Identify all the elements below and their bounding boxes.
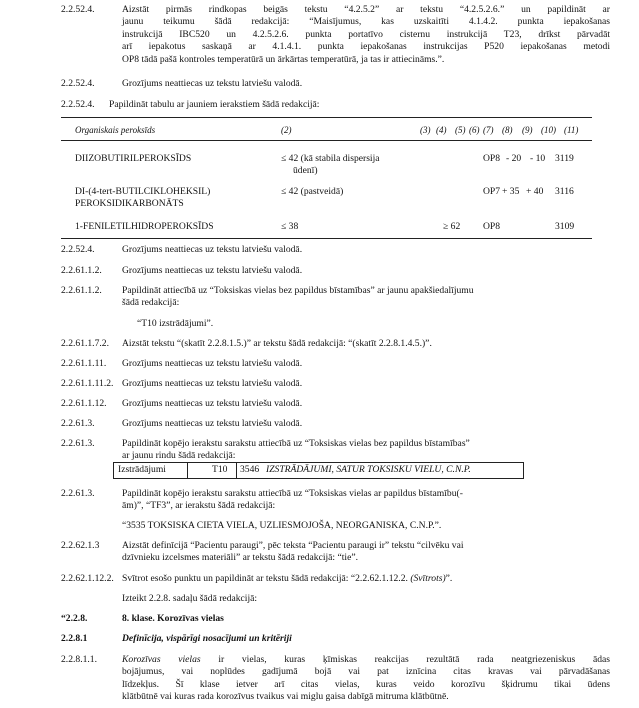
table-cell: OP7 <box>483 186 501 197</box>
section-number: “2.2.8. <box>61 613 88 624</box>
table-cell-name: DI-(4-tert-BUTILCIKLOHEKSIL) <box>75 186 211 197</box>
entry-text: Grozījums neattiecas uz tekstu latviešu valodā. <box>122 378 303 389</box>
box-cell: T10 <box>212 464 228 475</box>
entry-text: dzīvnieku izcelsmes materiāli” ar tekstu šādā redakcijā: “tie”. <box>122 552 359 563</box>
table-top-rule <box>61 117 592 118</box>
entry-number: 2.2.61.1.2. <box>61 285 102 296</box>
entry-number: 2.2.8.1.1. <box>61 654 97 665</box>
entry-number: 2.2.52.4. <box>61 4 95 15</box>
entry-text: Aizstāt definīcijā “Pacientu paraugi”, pēc teksta “Pacientu paraugi ir” tekstu “cilvēku vai <box>122 540 464 551</box>
entry-text: Izteikt 2.2.8. sadaļu šādā redakcijā: <box>122 593 258 604</box>
box-divider <box>187 462 188 479</box>
entry-text: Papildināt kopējo ierakstu sarakstu attiecībā uz “Toksiskas vielas bez papildus bīstamības” <box>122 438 470 449</box>
entry-text: Svītrot esošo punktu un papildināt ar tekstu šādā redakcijā: “2.2.62.1.12.2. (Svītrots)”. <box>122 573 453 584</box>
table-header: (5) <box>455 125 466 135</box>
entry-text: šādā redakcijā: <box>122 297 180 308</box>
entry-number: 2.2.61.1.12. <box>61 398 107 409</box>
entry-text: Grozījums neattiecas uz tekstu latviešu valodā. <box>122 418 303 429</box>
entry-number: 2.2.61.3. <box>61 438 95 449</box>
table-cell: 3116 <box>555 186 574 197</box>
entry-number: 2.2.62.1.3 <box>61 540 100 551</box>
section-title: 8. klase. Korozīvas vielas <box>122 613 224 624</box>
entry-text: Grozījums neattiecas uz tekstu latviešu valodā. <box>122 265 303 276</box>
entry-text: Papildināt attiecībā uz “Toksiskas vielas bez papildus bīstamības” ar jaunu apakšiedalījumu <box>122 285 474 296</box>
entry-number: 2.2.61.1.2. <box>61 265 102 276</box>
table-bottom-rule <box>61 238 592 239</box>
entry-number: 2.2.61.1.7.2. <box>61 338 109 349</box>
entry-number: 2.2.61.3. <box>61 418 95 429</box>
box-divider <box>236 462 237 479</box>
entry-number: 2.2.52.4. <box>61 99 95 110</box>
table-cell: + 40 <box>526 186 544 197</box>
definition-text: Korozīvas vielas ir vielas, kuras ķīmiskas reakcijas rezultātā rada neatgriezeniskus ādas bojājumus, vai noplūdes gadījumā bojā vai pat iznīcina citas kravas vai pārvadāšanas līdzekļus. Šī klase ietver arī citas vielas, kuras veido korozīvu šķidrumu tikai ūdens klātbūtnē vai kuras rada korozīvus tvaikus vai miglu gaisa dabīgā mitruma klātbūtnē. <box>122 654 610 703</box>
entry-text: Papildināt kopējo ierakstu sarakstu attiecībā uz “Toksiskas vielas ar papildus bīstamību(- <box>122 488 463 499</box>
table-cell: OP8 <box>483 221 501 232</box>
table-cell: 3119 <box>555 153 574 164</box>
entry-number: 2.2.52.4. <box>61 78 95 89</box>
table-header: (4) <box>436 125 447 135</box>
entry-number: 2.2.62.1.12.2. <box>61 573 114 584</box>
entry-text: Grozījums neattiecas uz tekstu latviešu valodā. <box>122 398 303 409</box>
table-header: (7) <box>483 125 494 135</box>
table-header: (8) <box>502 125 513 135</box>
table-cell-name: PEROKSIDIKARBONĀTS <box>75 198 184 209</box>
entry-text: Grozījums neattiecas uz tekstu latviešu valodā. <box>122 244 303 255</box>
entry-text: “3535 TOKSISKA CIETA VIELA, UZLIESMOJOŠA, NEORGANISKA, C.N.P.”. <box>122 520 442 531</box>
entry-text: Aizstāt tekstu “(skatīt 2.2.8.1.5.)” ar tekstu šādā redakcijā: “(skatīt 2.2.8.1.4.5.)”. <box>122 338 432 349</box>
table-cell: ≤ 42 (kā stabila dispersija <box>281 153 380 164</box>
entry-number: 2.2.61.3. <box>61 488 95 499</box>
entry-text: Grozījums neattiecas uz tekstu latviešu valodā. <box>122 78 303 89</box>
table-cell: OP8 <box>483 153 501 164</box>
box-cell: Izstrādājumi <box>118 464 166 475</box>
table-header: (3) <box>420 125 431 135</box>
table-header: (2) <box>281 125 292 135</box>
table-cell: 3109 <box>555 221 575 232</box>
table-header-rule <box>61 140 592 141</box>
entry-text: ar jaunu rindu šādā redakcijā: <box>122 450 236 461</box>
box-cell: IZSTRĀDĀJUMI, SATUR TOKSISKU VIELU, C.N.P. <box>266 464 471 475</box>
table-cell: ≤ 42 (pastveidā) <box>281 186 344 197</box>
table-cell: ≤ 38 <box>281 221 299 232</box>
box-cell: 3546 <box>240 464 260 475</box>
table-header-name: Organiskais peroksīds <box>75 125 156 135</box>
table-cell: ūdenī) <box>293 165 318 176</box>
subsection-number: 2.2.8.1 <box>61 633 88 644</box>
table-cell-name: 1-FENILETILHIDROPEROKSĪDS <box>75 221 214 232</box>
table-cell-name: DIIZOBUTIRILPEROKSĪDS <box>75 153 192 164</box>
table-header: (10) <box>541 125 556 135</box>
entry-number: 2.2.52.4. <box>61 244 95 255</box>
entry-number: 2.2.61.1.11.2. <box>61 378 114 389</box>
subsection-title: Definīcija, vispārīgi nosacījumi un kritēriji <box>122 633 292 644</box>
table-cell: - 10 <box>530 153 546 164</box>
entry-text: Papildināt tabulu ar jauniem ierakstiem šādā redakcijā: <box>109 99 320 110</box>
entry-text: ām)”, “TF3”, ar ierakstu šādā redakcijā: <box>122 500 276 511</box>
table-cell: + 35 <box>502 186 520 197</box>
table-header: (11) <box>564 125 579 135</box>
table-cell: - 20 <box>506 153 522 164</box>
entry-text: Aizstāt pirmās rindkopas beigās tekstu “4.2.5.2” ar tekstu “4.2.5.2.6.” un papildināt ar jaunu teikumu šādā redakcijā: “Maisījumus, kas uzskaitīti 4.1.4.2. punkta iepakošanas instrukcijā IBC520 un 4.2.5.2.6. punkta portatīvo cisternu instrukcijā T23, drīkst pārvadāt arī iepakotus saskaņā ar 4.1.4.1. punkta iepakošanas instrukcijas P520 iepakošanas metodi OP8 tādā pašā kontroles temperatūrā un ārkārtas temperatūrā, ja tas ir attiecināms.”. <box>122 4 610 65</box>
table-cell: ≥ 62 <box>443 221 461 232</box>
entry-number: 2.2.61.1.11. <box>61 358 107 369</box>
table-header: (9) <box>522 125 533 135</box>
table-header: (6) <box>469 125 480 135</box>
entry-text: Grozījums neattiecas uz tekstu latviešu valodā. <box>122 358 303 369</box>
entry-text: “T10 izstrādājumi”. <box>137 318 214 329</box>
